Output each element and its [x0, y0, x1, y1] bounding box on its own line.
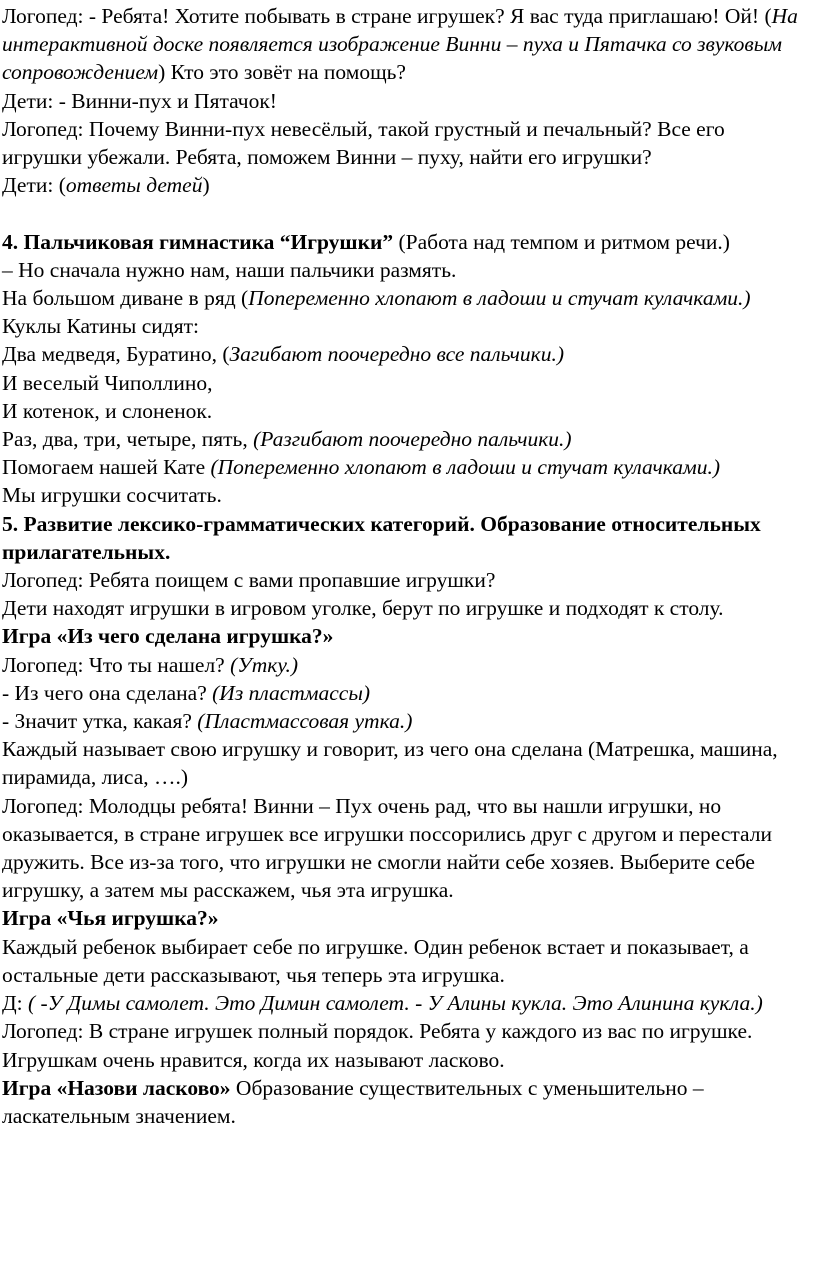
text-run: Логопед: В стране игрушек полный порядок. Ребята у каждого из вас по игрушке. Игрушкам очень нравится, когда их называют ласково. [2, 1019, 753, 1072]
paragraph [2, 256, 810, 284]
text-run: И веселый Чиполлино, [2, 370, 213, 395]
paragraph [2, 989, 810, 1017]
italic-text: ответы детей [65, 173, 203, 198]
text-run: На большом диване в ряд ( [2, 286, 249, 311]
italic-text: На интерактивной доске появляется изображение Винни – пуха и Пятачка со звуковым сопровождением [2, 4, 798, 85]
text-run: Образование существительных с уменьшительно – ласкательным значением. [2, 1075, 704, 1128]
italic-text: (Утку.) [230, 652, 299, 677]
paragraph [2, 933, 810, 989]
paragraph [2, 369, 810, 397]
text-run: Два медведя, Буратино, ( [2, 342, 230, 367]
paragraph [2, 425, 810, 453]
paragraph [2, 651, 810, 679]
text-run: ) Кто это зовёт на помощь? [158, 60, 406, 85]
text-run: Логопед: Ребята поищем с вами пропавшие игрушки? [2, 568, 496, 593]
paragraph [2, 453, 810, 481]
text-run: (Работа над темпом и ритмом речи.) [393, 229, 730, 254]
bold-text: Игра «Из чего сделана игрушка?» [2, 624, 334, 649]
section-heading [2, 904, 810, 932]
paragraph [2, 340, 810, 368]
text-run: - Значит утка, какая? [2, 709, 198, 734]
paragraph [2, 594, 810, 622]
paragraph [2, 735, 810, 791]
italic-text: (Разгибают поочередно пальчики.) [253, 427, 572, 452]
italic-text: ( -У Димы самолет. Это Димин самолет. - У Алины кукла. Это Алинина кукла.) [28, 991, 763, 1016]
paragraph [2, 481, 810, 509]
paragraph [2, 707, 810, 735]
text-run: Логопед: Молодцы ребята! Винни – Пух очень рад, что вы нашли игрушки, но оказывается, в стране игрушек все игрушки поссорились друг с другом и перестали дружить. Все из-за того, что игрушки не смогли найти себе хозяев. Выберите себе игрушку, а затем мы расскажем, чья эта игрушка. [2, 793, 773, 903]
italic-text: (Из пластмассы) [212, 680, 371, 705]
document-body [2, 2, 810, 1130]
text-run: И котенок, и слоненок. [2, 398, 213, 423]
paragraph [2, 792, 810, 905]
paragraph [2, 1017, 810, 1073]
text-run: Раз, два, три, четыре, пять, [2, 427, 254, 452]
text-run: Логопед: Что ты нашел? [2, 652, 231, 677]
text-run: Логопед: - Ребята! Хотите побывать в стране игрушек? Я вас туда приглашаю! Ой! ( [2, 4, 772, 28]
paragraph [2, 312, 810, 340]
text-run: - Из чего она сделана? [2, 680, 213, 705]
paragraph [2, 171, 810, 199]
bold-text: 4. Пальчиковая гимнастика “Игрушки” [2, 229, 394, 254]
text-run: Д: [2, 991, 29, 1016]
text-run: Куклы Катины сидят: [2, 314, 199, 339]
section-heading [2, 622, 810, 650]
section-heading [2, 228, 810, 256]
text-run: Дети находят игрушки в игровом уголке, берут по игрушке и подходят к столу. [2, 596, 724, 621]
paragraph [2, 284, 810, 312]
text-run: Каждый называет свою игрушку и говорит, из чего она сделана (Матрешка, машина, пирамида, лиса, ….) [2, 737, 778, 790]
paragraph [2, 115, 810, 171]
text-run: Мы игрушки сосчитать. [2, 483, 222, 508]
bold-text: 5. Развитие лексико-грамматических категорий. Образование относительных прилагательных. [2, 511, 761, 564]
italic-text: Попеременно хлопают в ладоши и стучат кулачками.) [248, 286, 751, 311]
text-run: Дети: - Винни-пух и Пятачок! [2, 88, 277, 113]
italic-text: (Попеременно хлопают в ладоши и стучат кулачками.) [210, 455, 721, 480]
italic-text: (Пластмассовая утка.) [197, 709, 413, 734]
paragraph [2, 397, 810, 425]
section-heading [2, 1074, 810, 1130]
text-run: ) [202, 173, 210, 198]
text-run: – Но сначала нужно нам, наши пальчики размять. [2, 257, 457, 282]
blank-line [2, 199, 810, 227]
bold-text: Игра «Чья игрушка?» [2, 906, 219, 931]
paragraph [2, 2, 810, 87]
text-run: Дети: ( [2, 173, 66, 198]
section-heading [2, 510, 810, 566]
paragraph [2, 87, 810, 115]
text-run: Логопед: Почему Винни-пух невесёлый, такой грустный и печальный? Все его игрушки убежали. Ребята, поможем Винни – пуху, найти его игрушки? [2, 116, 725, 170]
paragraph [2, 566, 810, 594]
italic-text: Загибают поочередно все пальчики.) [229, 342, 564, 367]
text-run: Каждый ребенок выбирает себе по игрушке. Один ребенок встает и показывает, а остальные дети рассказывают, чья теперь эта игрушка. [2, 934, 749, 987]
text-run: Помогаем нашей Кате [2, 455, 211, 480]
bold-text: Игра «Назови ласково» [2, 1075, 231, 1100]
paragraph [2, 679, 810, 707]
